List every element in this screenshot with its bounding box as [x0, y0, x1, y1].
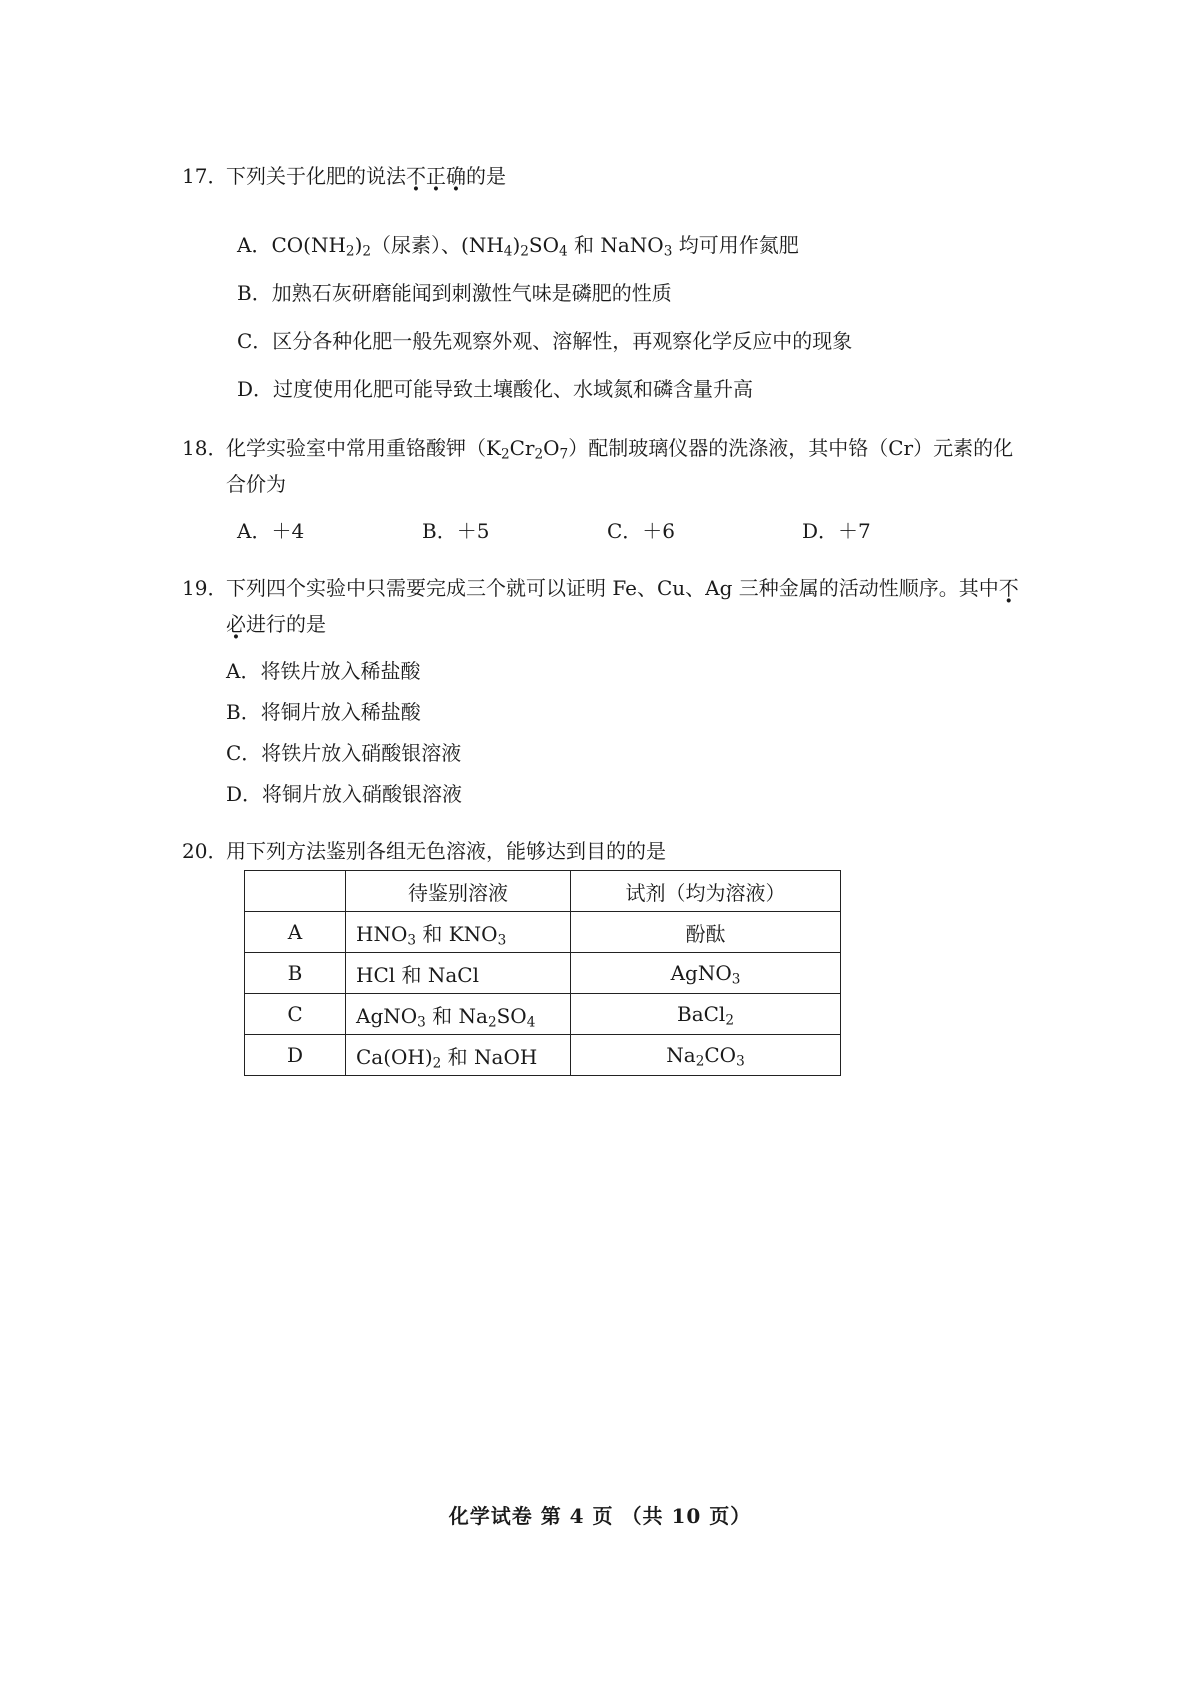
- question-number: 17．: [182, 164, 228, 188]
- q18-option-b: B．＋5: [422, 519, 490, 543]
- row-label: B: [245, 953, 346, 994]
- question-number: 19．: [182, 576, 228, 600]
- question-number: 18．: [182, 436, 228, 460]
- table-row: [245, 994, 841, 1035]
- reagent-cell: BaCl$_2$: [571, 994, 841, 1035]
- solution-cell: $Ca(OH)_2$ 和 NaOH: [346, 1035, 571, 1076]
- stem-text: 的是: [466, 164, 506, 188]
- q17-option-c: C．区分各种化肥一般先观察外观、溶解性，再观察化学反应中的现象: [237, 329, 853, 353]
- question-17: [182, 158, 1032, 194]
- stem-text: 下列四个实验中只需要完成三个就可以证明 Fe、Cu、Ag 三种金属的活动性顺序。其中: [226, 576, 999, 600]
- question-17-stem: [182, 158, 1032, 194]
- page-footer: 化学试卷 第 4 页 （共 10 页）: [448, 1504, 752, 1528]
- q17-option-a: A．$CO(NH_2)_2$（尿素）、$(NH_4)_2SO_4$ 和 NaNO$_3$ 均可用作氮肥: [237, 233, 799, 260]
- table-row: [245, 1035, 841, 1076]
- solution-cell: $HNO_3$ 和 $KNO_3$: [346, 912, 571, 953]
- stem-text: 化学实验室中常用重铬酸钾$(K_2Cr_2O_7)$配制玻璃仪器的洗涤液，其中铬（Cr）元素的化合价为: [226, 436, 1014, 496]
- emphasis-char: 确: [446, 164, 466, 188]
- q18-option-d: D．＋7: [802, 519, 871, 543]
- table-row: [245, 953, 841, 994]
- row-label: A: [245, 912, 346, 953]
- table-row: [245, 912, 841, 953]
- q19-option-b: B．将铜片放入稀盐酸: [226, 700, 421, 724]
- row-label: C: [245, 994, 346, 1035]
- question-20-stem: [182, 833, 1032, 869]
- question-number: 20．: [182, 839, 228, 863]
- table-header-cell: 试剂（均为溶液）: [571, 871, 841, 912]
- table-header-row: [245, 871, 841, 912]
- identification-table: [244, 870, 841, 1076]
- q19-option-a: A．将铁片放入稀盐酸: [226, 659, 421, 683]
- q19-option-c: C．将铁片放入硝酸银溶液: [226, 741, 462, 765]
- table-header-cell: [245, 871, 346, 912]
- q19-option-d: D．将铜片放入硝酸银溶液: [226, 782, 463, 806]
- emphasis-char: 不: [998, 576, 1019, 600]
- solution-cell: AgNO$_3$ 和 $Na_2SO_4$: [346, 994, 571, 1035]
- emphasis-char: 不: [406, 164, 426, 188]
- table-header-cell: 待鉴别溶液: [346, 871, 571, 912]
- row-label: D: [245, 1035, 346, 1076]
- reagent-cell: AgNO$_3$: [571, 953, 841, 994]
- q17-option-b: B．加熟石灰研磨能闻到刺激性气味是磷肥的性质: [237, 281, 672, 305]
- question-18: [182, 430, 1032, 502]
- question-20: [182, 833, 1032, 869]
- question-19: [182, 570, 1032, 642]
- question-19-stem: [182, 570, 1032, 642]
- solution-cell: HCl 和 NaCl: [346, 953, 571, 994]
- q17-option-d: D．过度使用化肥可能导致土壤酸化、水域氮和磷含量升高: [237, 377, 754, 401]
- q18-option-a: A．＋4: [237, 519, 305, 543]
- emphasis-char: 正: [426, 164, 446, 188]
- stem-text: 下列关于化肥的说法: [226, 164, 406, 188]
- question-18-stem: [182, 430, 1032, 502]
- q18-option-c: C．＋6: [607, 519, 676, 543]
- reagent-cell: $Na_2CO_3$: [571, 1035, 841, 1076]
- stem-text: 进行的是: [246, 612, 326, 636]
- stem-text: 用下列方法鉴别各组无色溶液，能够达到目的的是: [226, 839, 666, 863]
- emphasis-char: 必: [226, 612, 246, 636]
- reagent-cell: 酚酞: [571, 912, 841, 953]
